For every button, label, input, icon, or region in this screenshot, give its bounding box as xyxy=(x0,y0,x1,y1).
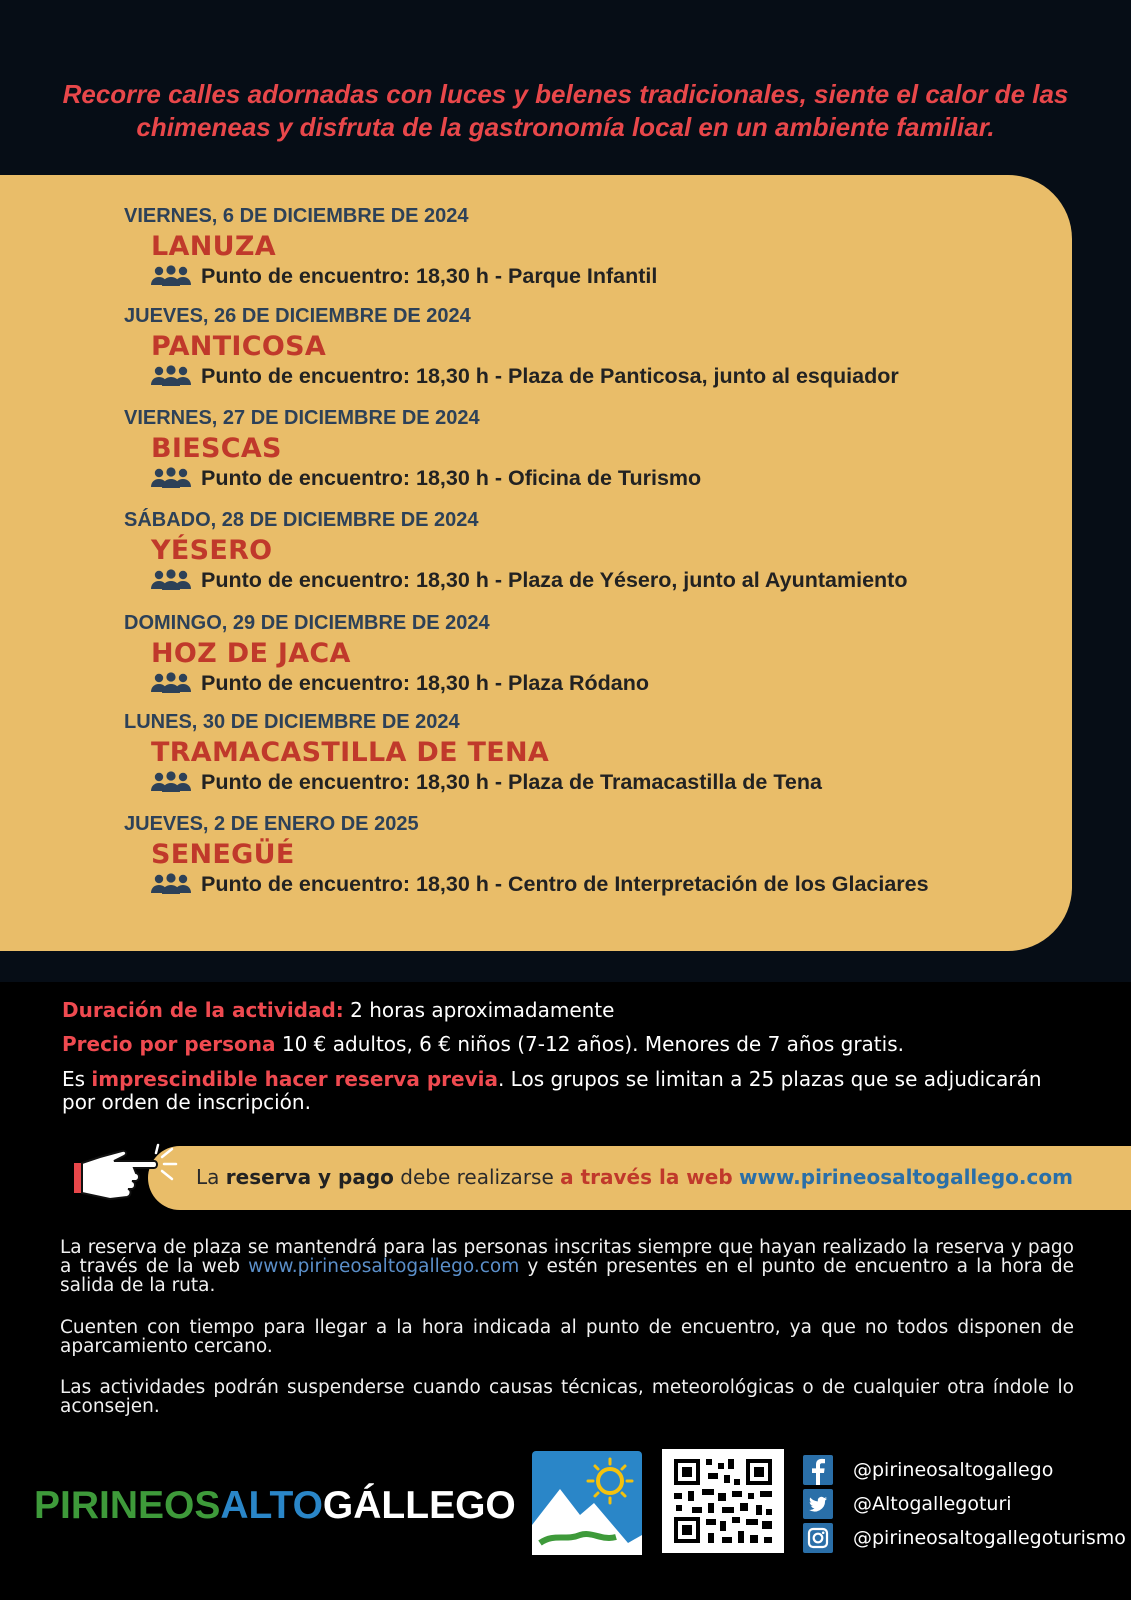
duration-label: Duración de la actividad: xyxy=(62,998,344,1022)
social-facebook[interactable] xyxy=(803,1455,1053,1485)
legal-paragraph-2: Cuenten con tiempo para llegar a la hora indicada al punto de encuentro, ya que no todos disponen de aparcamiento cercano. xyxy=(60,1317,1074,1357)
twitter-icon xyxy=(803,1489,833,1519)
cta-text-4: a través la web xyxy=(560,1165,733,1189)
event-town: BIESCAS xyxy=(151,433,282,464)
people-group-icon xyxy=(151,265,191,287)
event-meeting-point xyxy=(151,670,649,696)
event-date: LUNES, 30 DE DICIEMBRE DE 2024 xyxy=(124,711,460,733)
meeting-text: Punto de encuentro: 18,30 h - Plaza Ródano xyxy=(201,671,649,695)
event-date: SÁBADO, 28 DE DICIEMBRE DE 2024 xyxy=(124,509,479,531)
people-group-icon xyxy=(151,569,191,591)
intro-text: Recorre calles adornadas con luces y belenes tradicionales, siente el calor de las chimeneas y disfruta de la gastronomía local en un ambiente familiar. xyxy=(62,79,1069,142)
meeting-text: Punto de encuentro: 18,30 h - Plaza de Panticosa, junto al esquiador xyxy=(201,364,899,388)
duration-value: 2 horas aproximadamente xyxy=(343,998,615,1022)
cta-text-3: debe realizarse xyxy=(393,1165,561,1189)
event-item xyxy=(124,509,907,593)
event-item xyxy=(124,813,929,897)
logo-part-1: PIRINEOS xyxy=(34,1484,221,1527)
people-group-icon xyxy=(151,365,191,387)
booking-info xyxy=(62,1068,1072,1114)
legal-text: La reserva de plaza se mantendrá para las personas inscritas siempre que hayan realizado la reserva y pago a través de la web xyxy=(60,1237,1074,1277)
booking-prefix: Es xyxy=(62,1067,92,1091)
legal-url-link[interactable]: www.pirineosaltogallego.com xyxy=(248,1256,520,1277)
event-date: JUEVES, 2 DE ENERO DE 2025 xyxy=(124,813,419,835)
cta-text-1: La xyxy=(196,1165,226,1189)
price-value: 10 € adultos, 6 € niños (7-12 años). Menores de 7 años gratis. xyxy=(275,1032,904,1056)
event-date: DOMINGO, 29 DE DICIEMBRE DE 2024 xyxy=(124,612,490,634)
logo-part-3: GÁLLEGO xyxy=(322,1484,516,1527)
event-item xyxy=(124,612,649,696)
event-meeting-point xyxy=(151,567,907,593)
event-meeting-point xyxy=(151,871,929,897)
booking-value: . Los grupos se limitan a 25 plazas que se adjudicarán por orden de inscripción. xyxy=(62,1067,1042,1114)
event-town: PANTICOSA xyxy=(151,331,327,362)
booking-label: imprescindible hacer reserva previa xyxy=(91,1067,498,1091)
people-group-icon xyxy=(151,672,191,694)
event-item xyxy=(124,305,899,389)
event-item xyxy=(124,205,657,289)
meeting-text: Punto de encuentro: 18,30 h - Plaza de Yésero, junto al Ayuntamiento xyxy=(201,568,908,592)
legal-paragraph-1 xyxy=(60,1238,1074,1295)
event-date: VIERNES, 27 DE DICIEMBRE DE 2024 xyxy=(124,407,480,429)
event-town: LANUZA xyxy=(151,231,276,262)
event-date: VIERNES, 6 DE DICIEMBRE DE 2024 xyxy=(124,205,469,227)
price-info xyxy=(62,1033,1062,1056)
people-group-icon xyxy=(151,771,191,793)
meeting-text: Punto de encuentro: 18,30 h - Centro de Interpretación de los Glaciares xyxy=(201,872,929,896)
instagram-icon xyxy=(803,1523,833,1553)
event-item xyxy=(124,407,701,491)
social-twitter[interactable] xyxy=(803,1489,1012,1519)
qr-code[interactable] xyxy=(662,1449,784,1553)
social-instagram[interactable] xyxy=(803,1523,1126,1553)
cta-text-2: reserva y pago xyxy=(225,1165,394,1189)
qr-code-pattern xyxy=(662,1449,784,1553)
event-town: YÉSERO xyxy=(151,535,273,566)
mountain-sun-logo xyxy=(532,1451,642,1555)
twitter-handle: @Altogallegoturi xyxy=(853,1493,1012,1515)
legal-text: y estén presentes en el punto de encuentro a la hora de salida de la ruta. xyxy=(60,1256,1074,1296)
booking-cta xyxy=(196,1160,1073,1194)
people-group-icon xyxy=(151,873,191,895)
event-item xyxy=(124,711,822,795)
brand-logo xyxy=(34,1483,516,1529)
event-town: TRAMACASTILLA DE TENA xyxy=(151,737,550,768)
instagram-handle: @pirineosaltogallegoturismo xyxy=(853,1527,1126,1549)
duration-info xyxy=(62,999,1062,1022)
meeting-text: Punto de encuentro: 18,30 h - Plaza de Tramacastilla de Tena xyxy=(201,770,822,794)
booking-url-link[interactable]: www.pirineosaltogallego.com xyxy=(739,1165,1073,1189)
event-town: SENEGÜÉ xyxy=(151,839,295,870)
event-town: HOZ DE JACA xyxy=(151,638,351,669)
people-group-icon xyxy=(151,467,191,489)
logo-part-2: ALTO xyxy=(220,1484,323,1527)
meeting-text: Punto de encuentro: 18,30 h - Oficina de Turismo xyxy=(201,466,702,490)
price-label: Precio por persona xyxy=(62,1032,276,1056)
facebook-icon xyxy=(803,1455,833,1485)
facebook-handle: @pirineosaltogallego xyxy=(853,1459,1054,1481)
pointing-hand-icon xyxy=(70,1143,186,1211)
event-meeting-point xyxy=(151,769,822,795)
event-meeting-point xyxy=(151,465,701,491)
meeting-text: Punto de encuentro: 18,30 h - Parque Infantil xyxy=(201,264,658,288)
event-meeting-point xyxy=(151,263,657,289)
legal-paragraph-3: Las actividades podrán suspenderse cuando causas técnicas, meteorológicas o de cualquier otra índole lo aconsejen. xyxy=(60,1377,1074,1417)
event-meeting-point xyxy=(151,363,899,389)
event-date: JUEVES, 26 DE DICIEMBRE DE 2024 xyxy=(124,305,471,327)
